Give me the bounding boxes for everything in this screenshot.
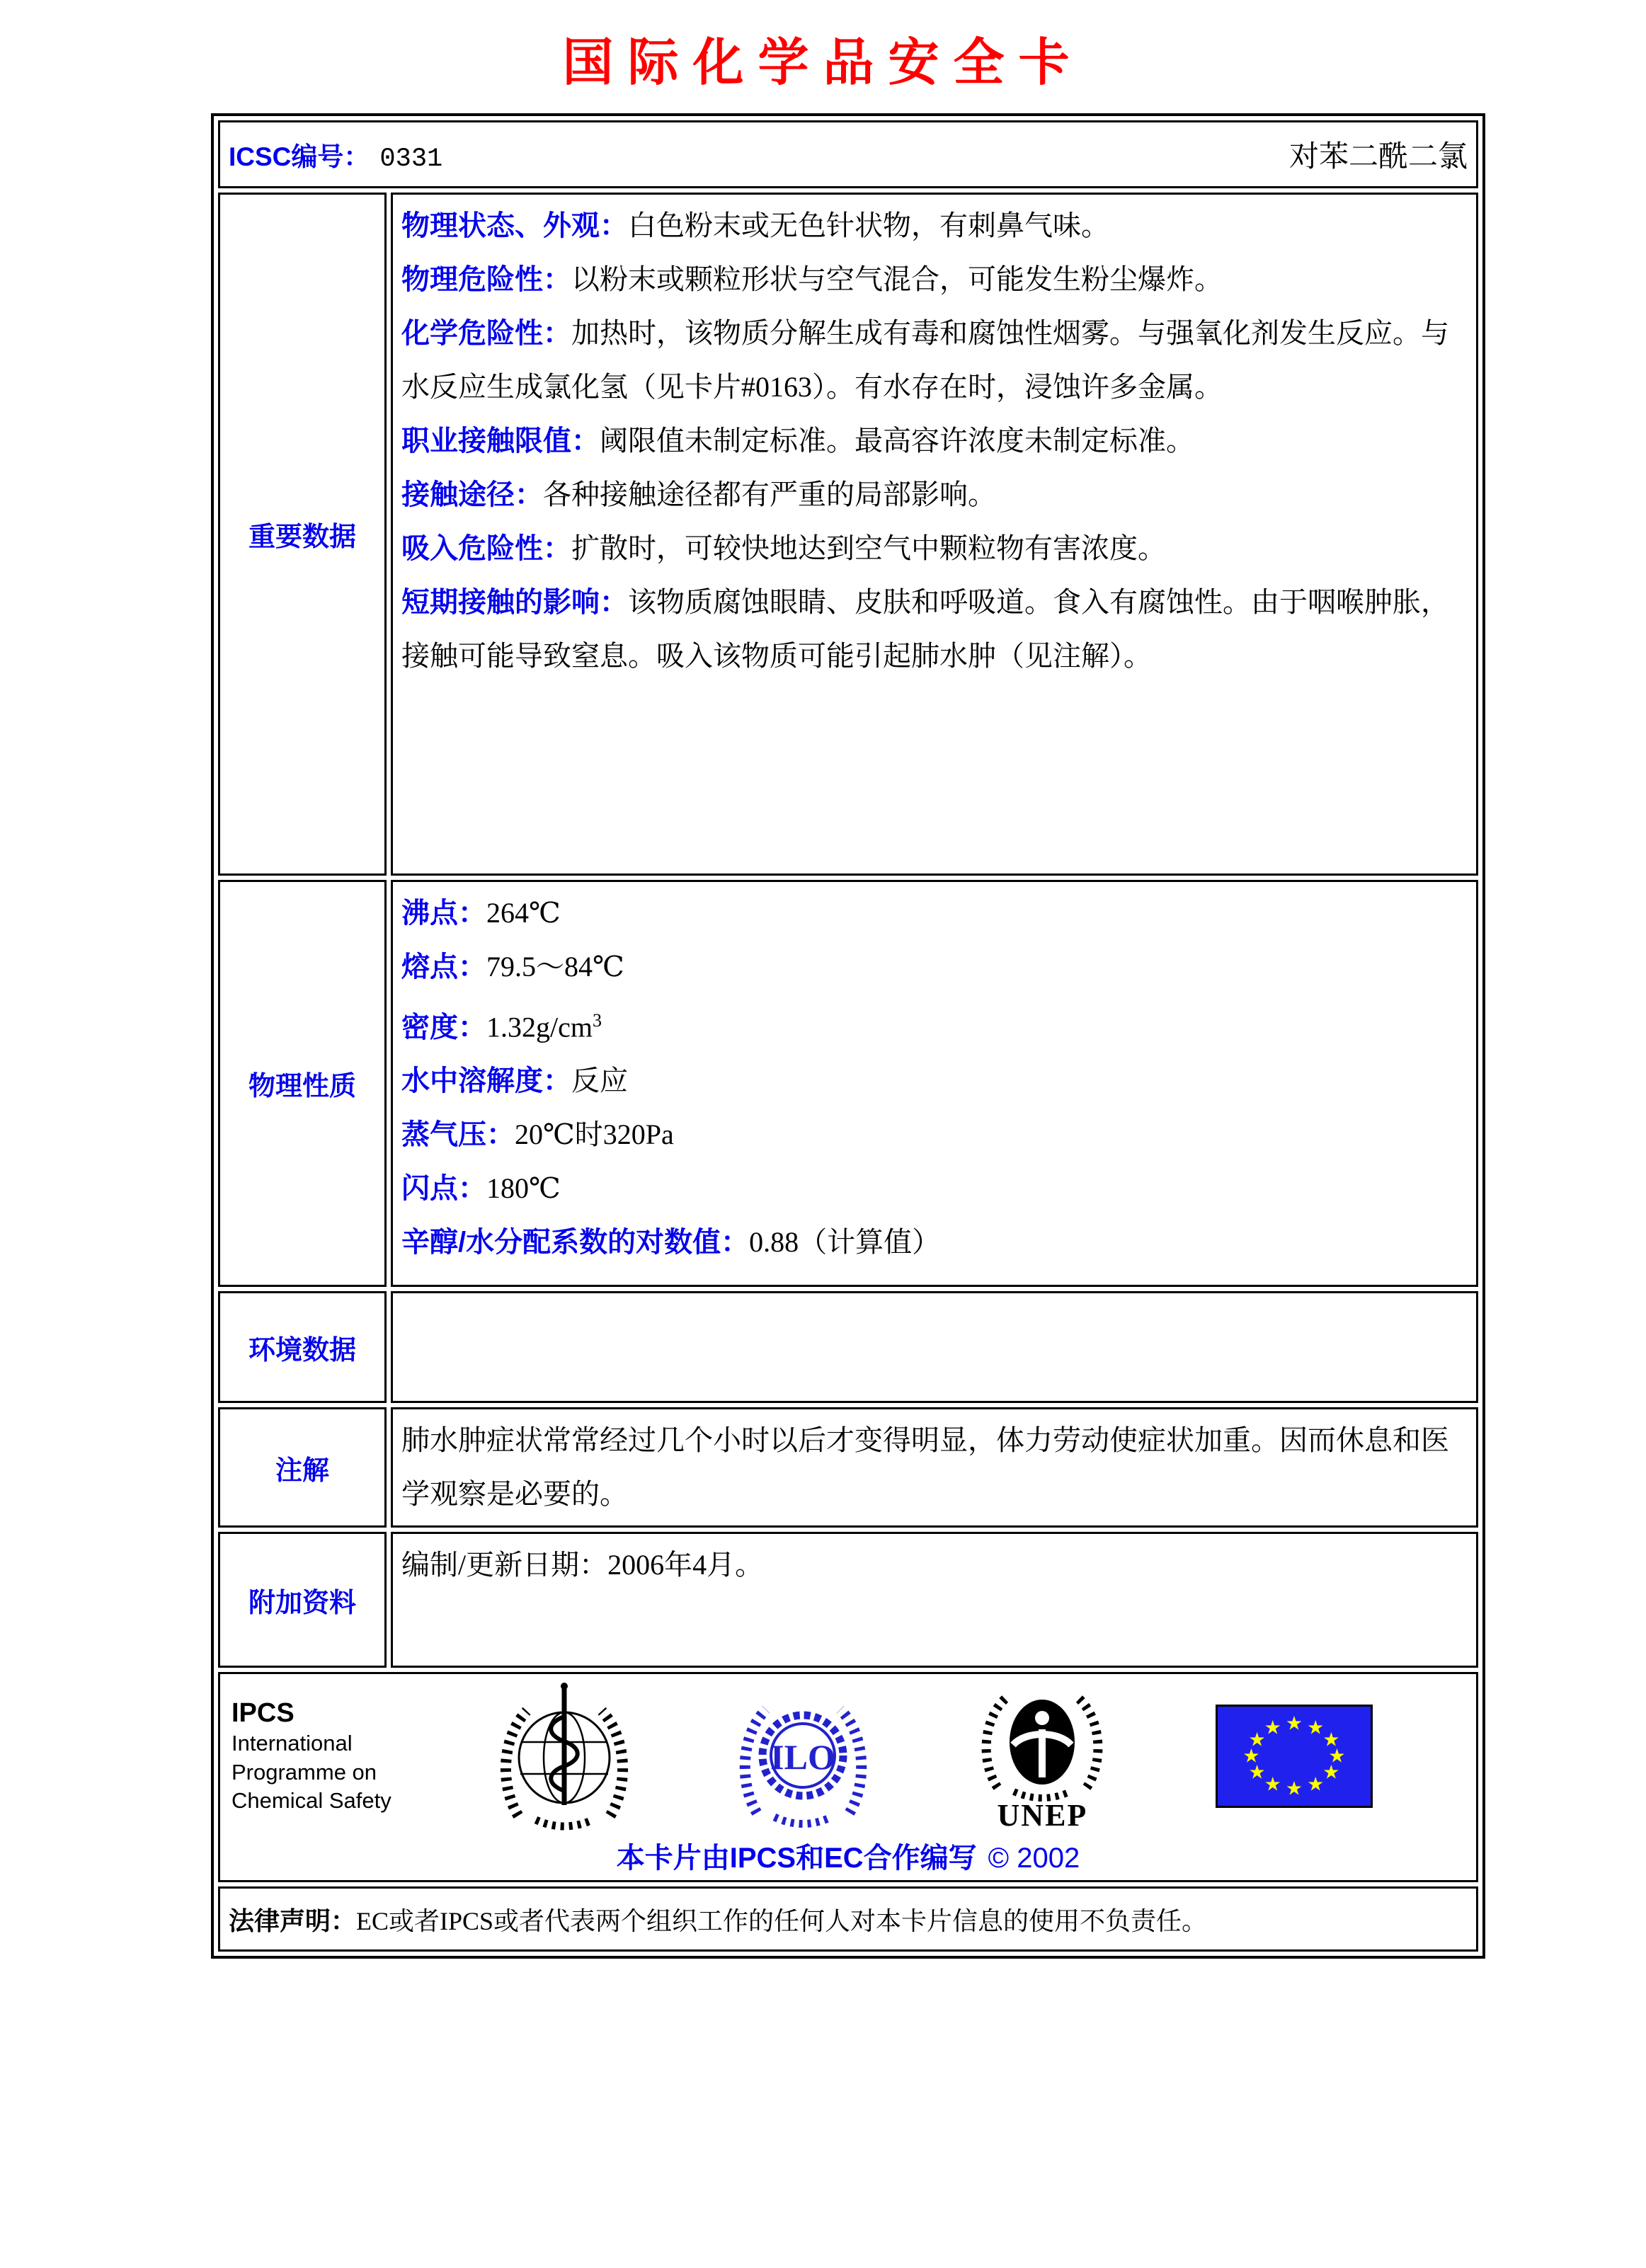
safety-card-table [211,113,1485,1959]
field-label: 职业接触限值： [401,425,600,457]
unep-logo-icon [975,1680,1109,1802]
field-boiling-point [401,886,1468,940]
eu-flag-icon [1216,1705,1373,1808]
field-water-solubility [401,1054,1468,1108]
eu-star-icon: ★ [1248,1761,1266,1784]
field-value: 0.88（计算值） [749,1226,941,1259]
field-label: 接触途径： [401,479,543,510]
notes-row [218,1407,1478,1528]
eu-star-icon: ★ [1322,1761,1340,1784]
field-physical-state [401,199,1468,253]
legal-cell [218,1886,1478,1952]
legal-label: 法律声明： [229,1906,357,1935]
important-data-label: 重要数据 [218,193,387,876]
field-label: 辛醇/水分配系数的对数值： [401,1227,750,1259]
header-cell [218,120,1478,188]
field-label: 沸点： [401,898,486,929]
ipcs-line: Programme on [232,1759,377,1785]
ipcs-line: Chemical Safety [232,1787,392,1813]
eu-star-icon: ★ [1264,1717,1281,1739]
ipcs-acronym: IPCS [232,1697,295,1728]
field-value-superscript: 3 [592,1010,602,1031]
field-chemical-danger [401,307,1468,414]
field-label: 吸入危险性： [401,533,571,564]
field-value: 以粉末或颗粒形状与空气混合，可能发生粉尘爆炸。 [571,263,1223,295]
important-data-content [391,193,1478,876]
card-caption [232,1835,1465,1876]
physical-properties-label: 物理性质 [218,880,387,1287]
field-exposure-routes [401,468,1468,522]
field-melting-point [401,940,1468,994]
environmental-data-row [218,1291,1478,1403]
field-label: 闪点： [401,1173,486,1205]
icsc-page [0,21,1646,2268]
important-data-row [218,193,1478,876]
eu-star-icon: ★ [1328,1745,1346,1768]
field-label: 物理危险性： [401,264,571,295]
field-density [401,994,1468,1054]
unep-wordmark: UNEP [997,1797,1088,1833]
eu-star-icon: ★ [1285,1712,1303,1735]
physical-properties-row [218,880,1478,1287]
field-label: 水中溶解度： [401,1065,571,1097]
header-row [218,120,1478,188]
field-value: 扩散时，可较快地达到空气中颗粒物有害浓度。 [571,532,1166,564]
copyright-text: © 2002 [988,1843,1080,1874]
chemical-name: 对苯二酰二氯 [1288,141,1468,173]
field-value: 180℃ [486,1172,561,1205]
field-label: 短期接触的影响： [401,587,628,618]
eu-star-icon: ★ [1248,1729,1266,1751]
unep-logo-block [975,1680,1109,1833]
icsc-number [229,135,442,174]
field-value: 该物质腐蚀眼睛、皮肤和呼吸道。食入有腐蚀性。由于咽喉肿胀，接触可能导致窒息。吸入该物质可能引起肺水肿（见注解）。 [401,586,1449,672]
field-short-term-effects [401,575,1468,683]
logos-cell [218,1672,1478,1882]
additional-info-label: 附加资料 [218,1532,387,1668]
additional-info-content [391,1532,1478,1668]
notes-label: 注解 [218,1407,387,1528]
field-label: 化学危险性： [401,318,571,349]
page-title: 国际化学品安全卡 [562,35,1084,91]
additional-info-text: 编制/更新日期：2006年4月。 [401,1549,764,1581]
eu-star-icon: ★ [1285,1777,1303,1800]
field-value: 79.5～84℃ [486,951,624,983]
icsc-number-label: ICSC编号： [229,142,370,171]
field-exposure-limits [401,414,1468,468]
physical-properties-content [391,880,1478,1287]
field-value: 阈限值未制定标准。最高容许浓度未制定标准。 [600,425,1194,457]
eu-star-icon: ★ [1307,1717,1325,1739]
logos-strip [232,1681,1465,1831]
field-label: 熔点： [401,951,486,983]
svg-text:ILO: ILO [770,1737,835,1777]
notes-text: 肺水肿症状常常经过几个小时以后才变得明显，体力劳动使症状加重。因而休息和医学观察是必要的。 [401,1424,1449,1510]
field-label: 密度： [401,1012,486,1043]
legal-row [218,1886,1478,1952]
environmental-data-content [391,1291,1478,1403]
environmental-data-label: 环境数据 [218,1291,387,1403]
field-value: 20℃时320Pa [515,1118,674,1151]
eu-star-icon: ★ [1322,1729,1340,1751]
eu-star-icon: ★ [1242,1745,1260,1768]
field-value: 加热时，该物质分解生成有毒和腐蚀性烟雾。与强氧化剂发生反应。与水反应生成氯化氢（见卡片#0163）。有水存在时，浸蚀许多金属。 [401,317,1449,403]
field-vapor-pressure [401,1108,1468,1162]
field-value: 反应 [571,1065,628,1097]
eu-star-icon: ★ [1264,1773,1281,1796]
field-value: 1.32g/cm [486,1011,593,1043]
icsc-number-value: 0331 [379,144,443,174]
field-value: 264℃ [486,897,561,929]
ipcs-text-block [232,1697,392,1815]
ilo-logo-icon [738,1681,869,1831]
card-caption-text: 本卡片由IPCS和EC合作编写 [616,1843,977,1874]
logos-row [218,1672,1478,1882]
ipcs-line: International [232,1731,353,1756]
legal-text: EC或者IPCS或者代表两个组织工作的任何人对本卡片信息的使用不负责任。 [356,1906,1208,1935]
field-flash-point [401,1162,1468,1215]
field-value: 各种接触途径都有严重的局部影响。 [543,479,996,510]
field-partition-coefficient [401,1215,1468,1269]
field-label: 蒸气压： [401,1119,515,1151]
who-logo-icon [497,1681,631,1831]
field-label: 物理状态、外观： [401,210,628,241]
field-physical-danger [401,253,1468,307]
additional-info-row [218,1532,1478,1668]
eu-star-icon: ★ [1307,1773,1325,1796]
notes-content [391,1407,1478,1528]
field-value: 白色粉末或无色针状物，有刺鼻气味。 [628,210,1109,241]
field-inhalation-risk [401,522,1468,575]
